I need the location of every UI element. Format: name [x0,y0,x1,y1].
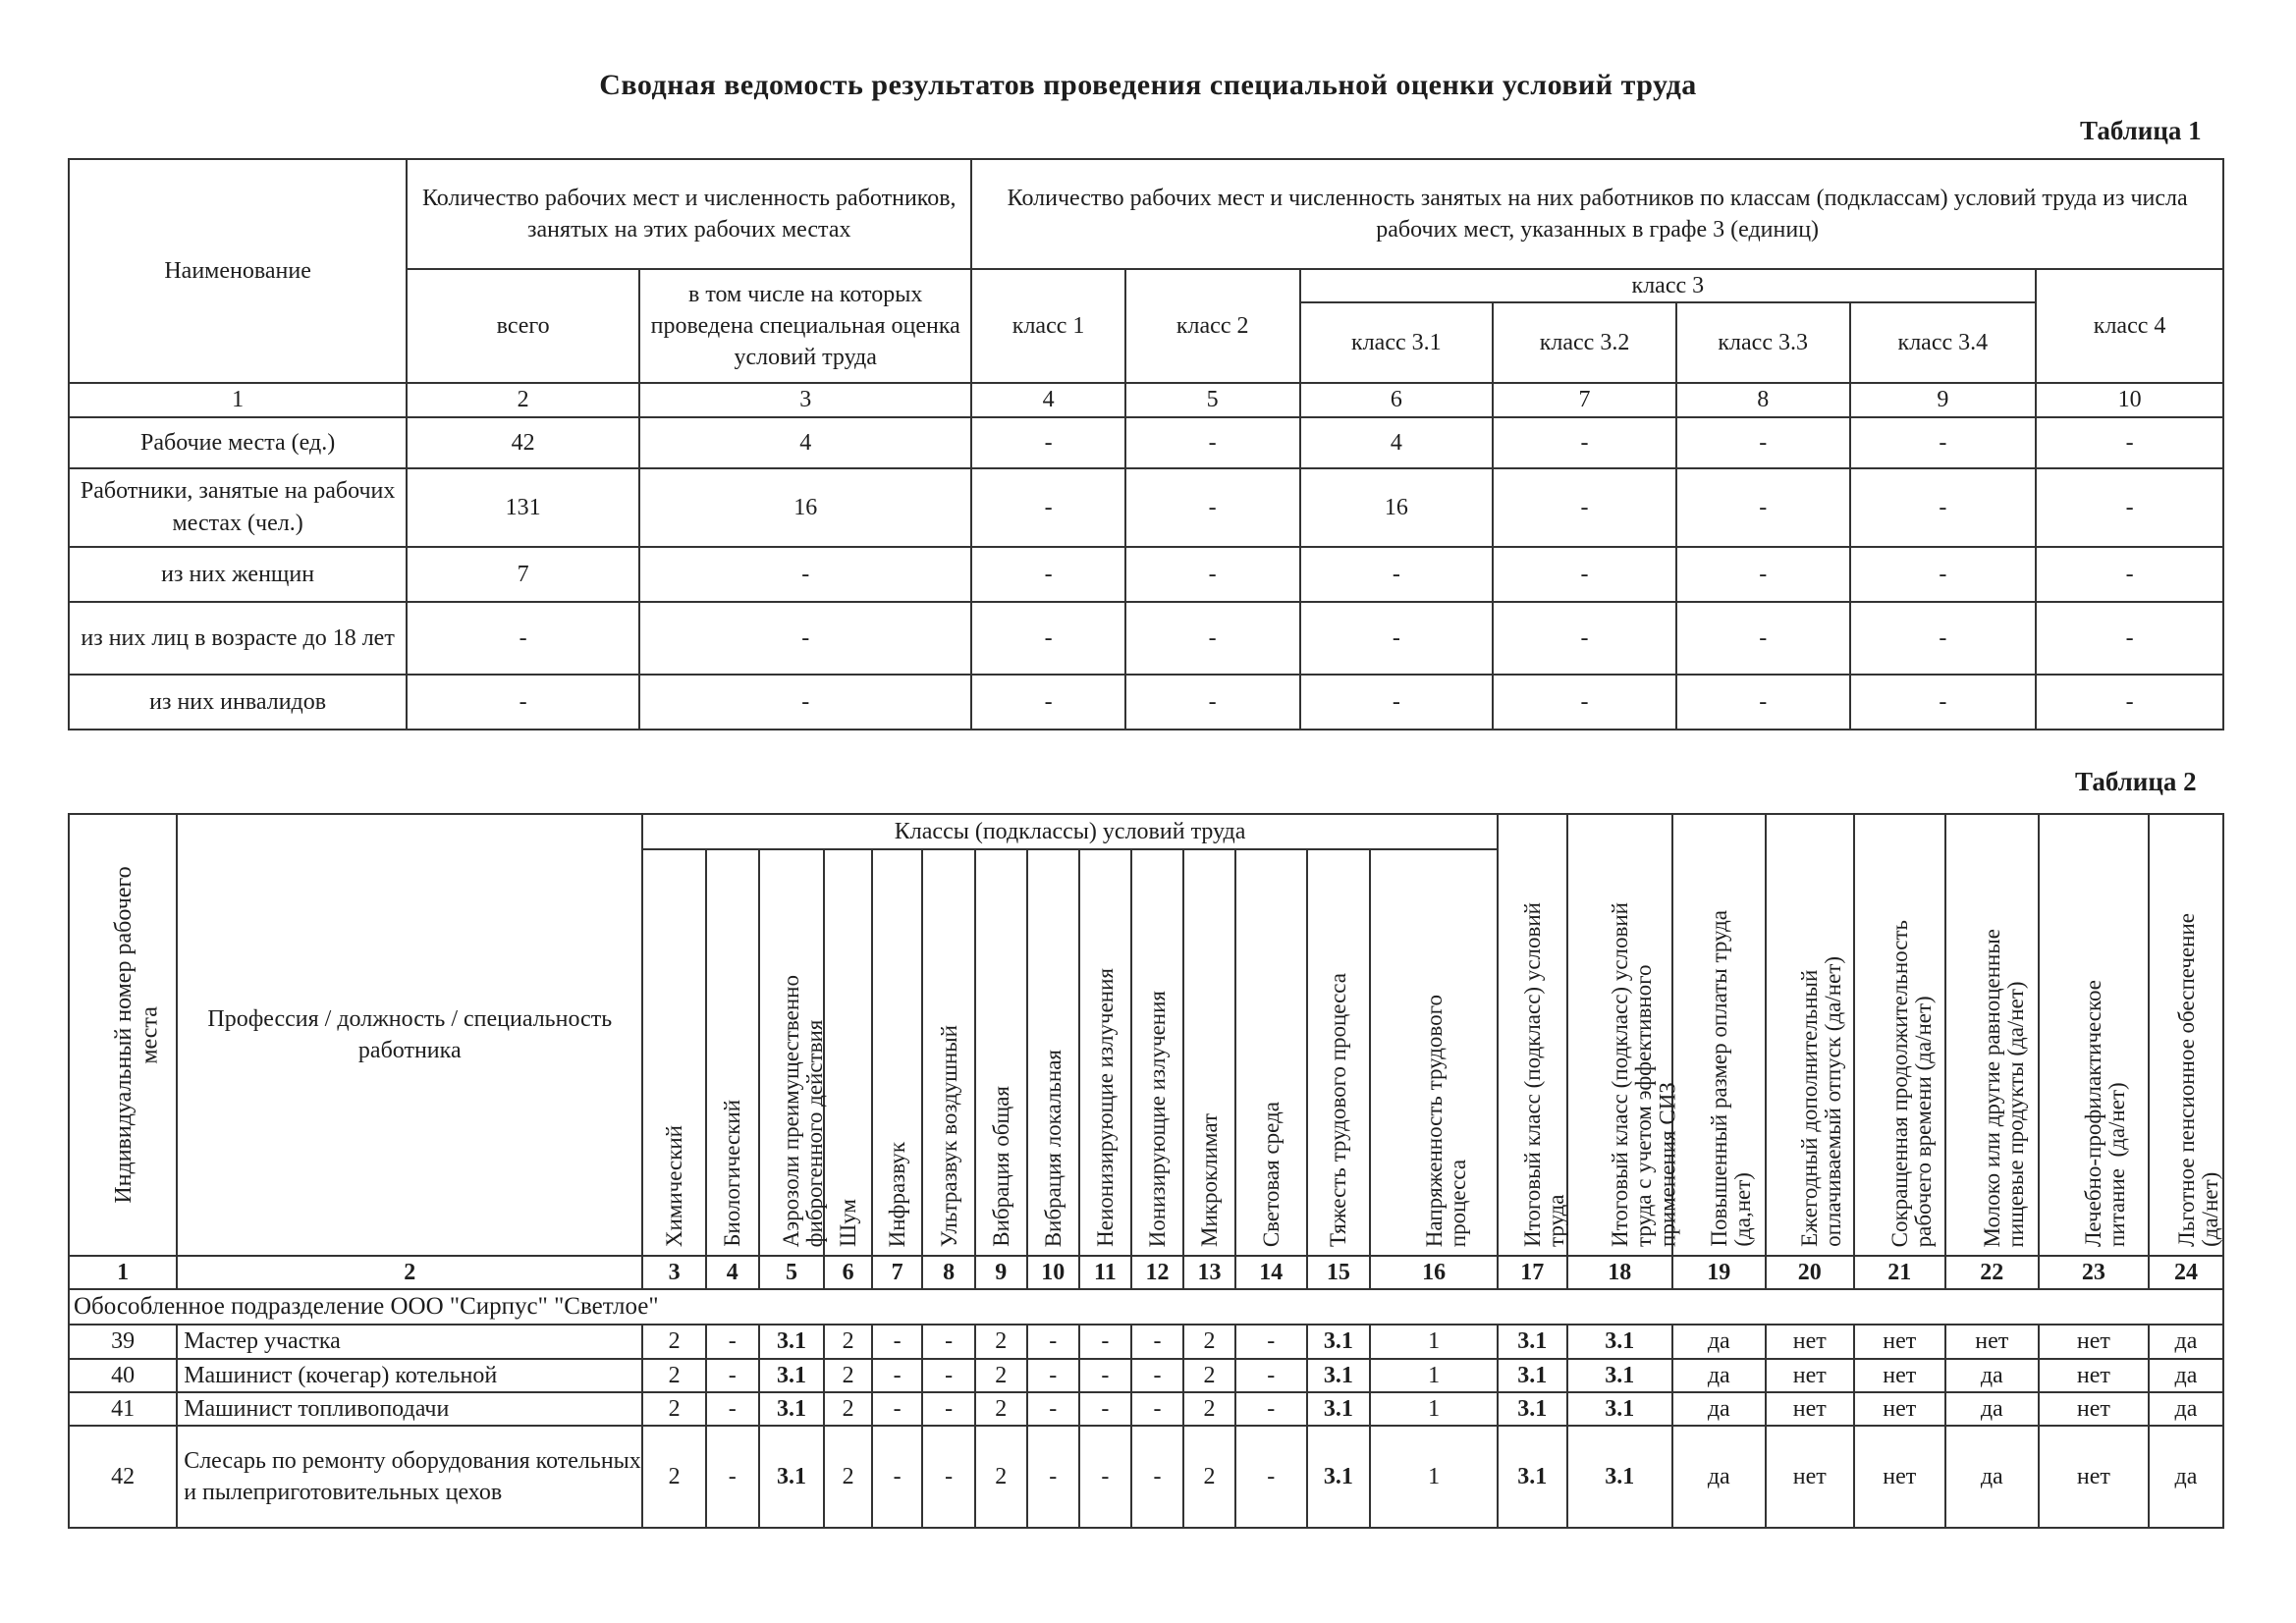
header-id [69,814,177,1256]
header-group-a: Количество рабочих мест и численность работников, занятых на этих рабочих местах [407,159,971,269]
cell: - [872,1325,923,1358]
cell: нет [1766,1325,1854,1358]
col-number: 16 [1370,1256,1498,1289]
header-class33: класс 3.3 [1676,302,1850,383]
cell: нет [2039,1426,2149,1528]
header-factor-chemical: Химический [642,849,706,1256]
cell: - [1235,1325,1307,1358]
cell: - [1676,547,1850,602]
header-factor-aerosols: Аэрозоли преимущественно фиброгенного действия [759,849,825,1256]
cell: - [1493,417,1676,468]
cell: - [872,1426,923,1528]
cell: 1 [1370,1392,1498,1426]
cell: 3.1 [1307,1392,1371,1426]
col-number: 23 [2039,1256,2149,1289]
col-number: 10 [1027,1256,1080,1289]
header-factor-intensity: Напряженность трудового процесса [1370,849,1498,1256]
cell: - [1125,547,1300,602]
cell: - [1131,1325,1184,1358]
cell: - [706,1325,759,1358]
cell: - [1676,417,1850,468]
cell: 16 [639,468,971,547]
cell: - [1235,1359,1307,1392]
cell: - [639,547,971,602]
cell: 3.1 [759,1325,825,1358]
col-number: 8 [1676,383,1850,416]
table2-label: Таблица 2 [2075,767,2197,796]
cell: 2 [824,1392,872,1426]
cell: нет [2039,1392,2149,1426]
cell: 2 [975,1325,1027,1358]
cell: да [1672,1359,1766,1392]
cell: - [971,547,1125,602]
cell: - [706,1426,759,1528]
cell: 1 [1370,1359,1498,1392]
cell: да [1672,1325,1766,1358]
section-title: Обособленное подразделение ООО "Сирпус" "Светлое" [69,1289,2223,1325]
row-label: из них лиц в возрасте до 18 лет [69,602,407,675]
cell: нет [1945,1325,2039,1358]
header-therapeutic-food: Лечебно-профилактическое питание (да/нет) [2039,814,2149,1256]
cell: - [639,675,971,730]
cell: - [1850,602,2037,675]
cell: - [971,602,1125,675]
cell-id: 41 [69,1392,177,1426]
cell: да [2149,1426,2223,1528]
col-number: 13 [1183,1256,1235,1289]
cell: нет [1854,1359,1945,1392]
col-number: 8 [922,1256,975,1289]
col-number: 4 [706,1256,759,1289]
col-number: 21 [1854,1256,1945,1289]
cell: 1 [1370,1325,1498,1358]
col-number: 15 [1307,1256,1371,1289]
cell: - [971,417,1125,468]
header-extra-leave: Ежегодный дополнительный оплачиваемый отпуск (да/нет) [1766,814,1854,1256]
cell: 3.1 [1307,1325,1371,1358]
header-increased-pay: Повышенный размер оплаты труда (да,нет) [1672,814,1766,1256]
table-row [69,1325,2223,1358]
col-number: 7 [872,1256,923,1289]
cell: - [1850,675,2037,730]
header-group-b: Количество рабочих мест и численность занятых на них работников по классам (подклассам) условий труда из числа рабочих мест, указанных в графе 3 (единиц) [971,159,2223,269]
cell: - [1676,675,1850,730]
col-number: 9 [975,1256,1027,1289]
table-row [69,1392,2223,1426]
cell: - [971,468,1125,547]
row-label: из них женщин [69,547,407,602]
cell: - [407,675,639,730]
cell: - [1027,1359,1080,1392]
header-class3: класс 3 [1300,269,2037,302]
cell: 3.1 [1498,1426,1567,1528]
cell: - [1027,1325,1080,1358]
col-number: 11 [1079,1256,1131,1289]
cell: нет [1766,1359,1854,1392]
cell: 3.1 [1567,1359,1672,1392]
cell-profession: Мастер участка [177,1325,642,1358]
cell: 7 [407,547,639,602]
col-number: 24 [2149,1256,2223,1289]
header-final-class-siz: Итоговый класс (подкласс) условий труда с учетом эффективного применения СИЗ [1567,814,1672,1256]
row-label: Рабочие места (ед.) [69,417,407,468]
cell: 2 [642,1325,706,1358]
col-number: 1 [69,1256,177,1289]
cell: 2 [642,1392,706,1426]
table-row [69,468,2223,547]
cell: 3.1 [759,1426,825,1528]
col-number: 20 [1766,1256,1854,1289]
cell-profession: Машинист (кочегар) котельной [177,1359,642,1392]
cell: - [1125,602,1300,675]
cell: да [1672,1392,1766,1426]
header-factor-infrasound: Инфразвук [872,849,923,1256]
cell: - [1850,547,2037,602]
col-number: 5 [1125,383,1300,416]
header-final-class: Итоговый класс (подкласс) условий труда [1498,814,1567,1256]
cell: 3.1 [1498,1359,1567,1392]
cell: да [2149,1325,2223,1358]
cell: нет [2039,1359,2149,1392]
cell: - [1027,1426,1080,1528]
cell: - [1300,602,1494,675]
header-classes: Классы (подклассы) условий труда [642,814,1498,849]
cell: 2 [1183,1325,1235,1358]
header-factor-ionizing: Ионизирующие излучения [1131,849,1184,1256]
table-row [69,547,2223,602]
cell: 3.1 [1307,1426,1371,1528]
header-factor-vibration-general: Вибрация общая [975,849,1027,1256]
cell: - [2036,468,2223,547]
header-factor-ultrasound: Ультразвук воздушный [922,849,975,1256]
cell: - [1125,468,1300,547]
cell: 3.1 [1498,1392,1567,1426]
cell: 2 [824,1359,872,1392]
header-pension: Льготное пенсионное обеспечение (да/нет) [2149,814,2223,1256]
col-number: 19 [1672,1256,1766,1289]
cell: - [1850,468,2037,547]
cell: - [1131,1426,1184,1528]
cell: 2 [1183,1392,1235,1426]
col-number: 9 [1850,383,2037,416]
table-row [69,1359,2223,1392]
cell: - [971,675,1125,730]
header-total: всего [407,269,639,383]
cell: 42 [407,417,639,468]
cell-profession: Машинист топливоподачи [177,1392,642,1426]
workplace-table [68,813,2224,1529]
header-id-text: Индивидуальный номер рабочего места [111,866,163,1204]
cell: да [1672,1426,1766,1528]
col-number: 6 [824,1256,872,1289]
cell: - [639,602,971,675]
header-factor-vibration-local: Вибрация локальная [1027,849,1080,1256]
cell: да [2149,1392,2223,1426]
header-reduced-hours: Сокращенная продолжительность рабочего времени (да/нет) [1854,814,1945,1256]
cell: - [922,1359,975,1392]
cell: - [1131,1392,1184,1426]
cell: нет [1766,1426,1854,1528]
summary-table [68,158,2224,730]
cell-id: 39 [69,1325,177,1358]
cell: 2 [975,1426,1027,1528]
col-number: 18 [1567,1256,1672,1289]
cell: 3.1 [1498,1325,1567,1358]
header-factor-nonionizing: Неионизирующие излучения [1079,849,1131,1256]
cell: - [1125,417,1300,468]
header-factor-microclimate: Микроклимат [1183,849,1235,1256]
cell: - [706,1359,759,1392]
table-row [69,417,2223,468]
header-factor-heaviness: Тяжесть трудового процесса [1307,849,1371,1256]
cell: нет [1854,1426,1945,1528]
cell: - [922,1426,975,1528]
cell: - [1493,602,1676,675]
cell: да [1945,1359,2039,1392]
cell: - [2036,675,2223,730]
cell: 3.1 [1307,1359,1371,1392]
header-class31: класс 3.1 [1300,302,1494,383]
cell: - [2036,602,2223,675]
cell: 2 [642,1426,706,1528]
col-number: 2 [177,1256,642,1289]
cell: 2 [642,1359,706,1392]
col-number: 3 [639,383,971,416]
cell: нет [1854,1392,1945,1426]
cell: - [1300,675,1494,730]
cell: - [872,1392,923,1426]
cell: - [1131,1359,1184,1392]
cell: - [1079,1392,1131,1426]
cell: - [2036,417,2223,468]
cell: - [1493,547,1676,602]
col-number: 6 [1300,383,1494,416]
cell: - [922,1392,975,1426]
cell: - [1676,602,1850,675]
cell: - [706,1392,759,1426]
table-row [69,675,2223,730]
cell: 1 [1370,1426,1498,1528]
header-name: Наименование [69,159,407,383]
cell: - [872,1359,923,1392]
col-number: 12 [1131,1256,1184,1289]
cell: - [407,602,639,675]
header-class34: класс 3.4 [1850,302,2037,383]
cell: - [2036,547,2223,602]
col-number: 17 [1498,1256,1567,1289]
cell: - [1850,417,2037,468]
cell: да [2149,1359,2223,1392]
cell: 3.1 [1567,1392,1672,1426]
header-assessed: в том числе на которых проведена специальная оценка условий труда [639,269,971,383]
cell: - [1235,1392,1307,1426]
col-number: 3 [642,1256,706,1289]
table-row [69,1426,2223,1528]
cell: - [1300,547,1494,602]
cell: нет [1854,1325,1945,1358]
col-number: 10 [2036,383,2223,416]
cell: 2 [975,1392,1027,1426]
cell: 3.1 [759,1359,825,1392]
cell: да [1945,1392,2039,1426]
table-row [69,602,2223,675]
cell-id: 42 [69,1426,177,1528]
header-factor-biological: Биологический [706,849,759,1256]
page-title: Сводная ведомость результатов проведения специальной оценки условий труда [599,69,1697,101]
col-number: 5 [759,1256,825,1289]
table1-label: Таблица 1 [2080,116,2202,145]
cell: 3.1 [1567,1325,1672,1358]
cell-id: 40 [69,1359,177,1392]
cell: 2 [975,1359,1027,1392]
cell: 2 [1183,1359,1235,1392]
cell: - [1079,1359,1131,1392]
cell: 131 [407,468,639,547]
header-class1: класс 1 [971,269,1125,383]
cell: - [1079,1325,1131,1358]
cell: 4 [1300,417,1494,468]
col-number: 14 [1235,1256,1307,1289]
row-label: Работники, занятые на рабочих местах (чел.) [69,468,407,547]
col-number: 7 [1493,383,1676,416]
cell: - [1676,468,1850,547]
header-class32: класс 3.2 [1493,302,1676,383]
cell: 4 [639,417,971,468]
col-number: 2 [407,383,639,416]
cell: да [1945,1426,2039,1528]
col-number: 22 [1945,1256,2039,1289]
header-factor-noise: Шум [824,849,872,1256]
col-number: 1 [69,383,407,416]
cell: - [922,1325,975,1358]
cell: 2 [824,1325,872,1358]
row-label: из них инвалидов [69,675,407,730]
cell: 3.1 [1567,1426,1672,1528]
cell-profession: Слесарь по ремонту оборудования котельных и пылеприготовительных цехов [177,1426,642,1528]
header-milk: Молоко или другие равноценные пищевые продукты (да/нет) [1945,814,2039,1256]
cell: - [1027,1392,1080,1426]
cell: нет [2039,1325,2149,1358]
cell: 3.1 [759,1392,825,1426]
cell: 2 [824,1426,872,1528]
cell: нет [1766,1392,1854,1426]
header-class4: класс 4 [2036,269,2223,383]
cell: 2 [1183,1426,1235,1528]
header-class2: класс 2 [1125,269,1300,383]
cell: - [1125,675,1300,730]
header-factor-light: Световая среда [1235,849,1307,1256]
cell: - [1493,468,1676,547]
cell: - [1079,1426,1131,1528]
cell: - [1493,675,1676,730]
cell: 16 [1300,468,1494,547]
header-profession: Профессия / должность / специальность работника [177,814,642,1256]
cell: - [1235,1426,1307,1528]
col-number: 4 [971,383,1125,416]
